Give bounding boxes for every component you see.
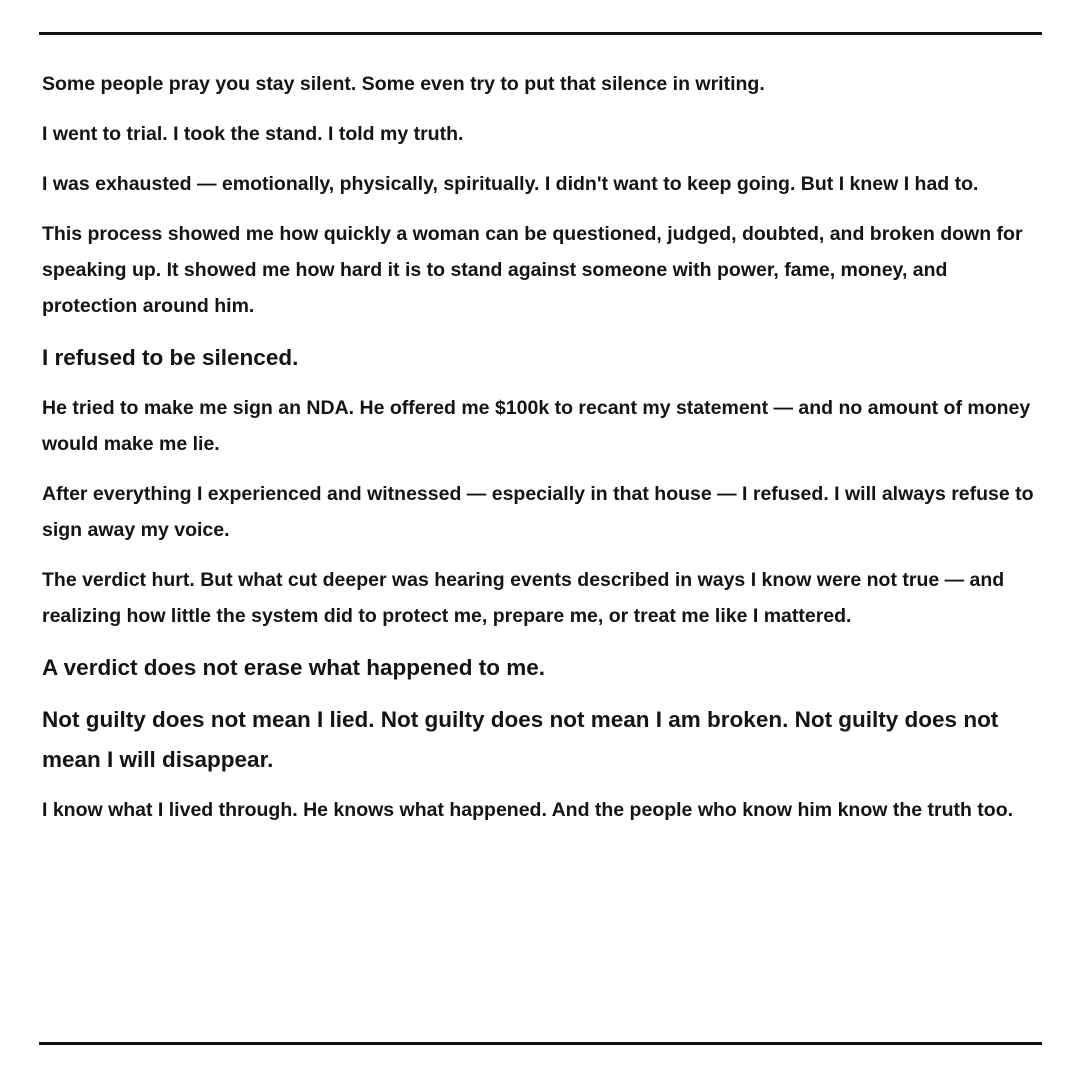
paragraph-not-guilty: Not guilty does not mean I lied. Not guilty does not mean I am broken. Not guilty does not mean I will disappear. [42, 707, 999, 772]
paragraph-refused-silenced: I refused to be silenced. [42, 345, 299, 370]
paragraph-exhausted: I was exhausted — emotionally, physically, spiritually. I didn't want to keep going. But I knew I had to. [42, 173, 979, 195]
paragraph-nda: He tried to make me sign an NDA. He offered me $100k to recant my statement — and no amount of money would make me lie. [42, 397, 1031, 455]
paragraph-went-to-trial: I went to trial. I took the stand. I told my truth. [42, 123, 464, 145]
statement-body [42, 66, 1042, 842]
top-divider [39, 32, 1042, 35]
paragraph-know-truth: I know what I lived through. He knows what happened. And the people who know him know the truth too. [42, 799, 1014, 821]
paragraph-verdict-hurt: The verdict hurt. But what cut deeper was hearing events described in ways I know were not true — and realizing how little the system did to protect me, prepare me, or treat me like I mattered. [42, 569, 1005, 627]
paragraph-verdict-erase: A verdict does not erase what happened to me. [42, 655, 546, 680]
paragraph-refuse-voice: After everything I experienced and witnessed — especially in that house — I refused. I will always refuse to sign away my voice. [42, 483, 1034, 541]
paragraph-process: This process showed me how quickly a woman can be questioned, judged, doubted, and broken down for speaking up. It showed me how hard it is to stand against someone with power, fame, money, and protection around him. [42, 223, 1023, 317]
paragraph-pray-silent: Some people pray you stay silent. Some even try to put that silence in writing. [42, 73, 765, 95]
bottom-divider [39, 1042, 1042, 1045]
